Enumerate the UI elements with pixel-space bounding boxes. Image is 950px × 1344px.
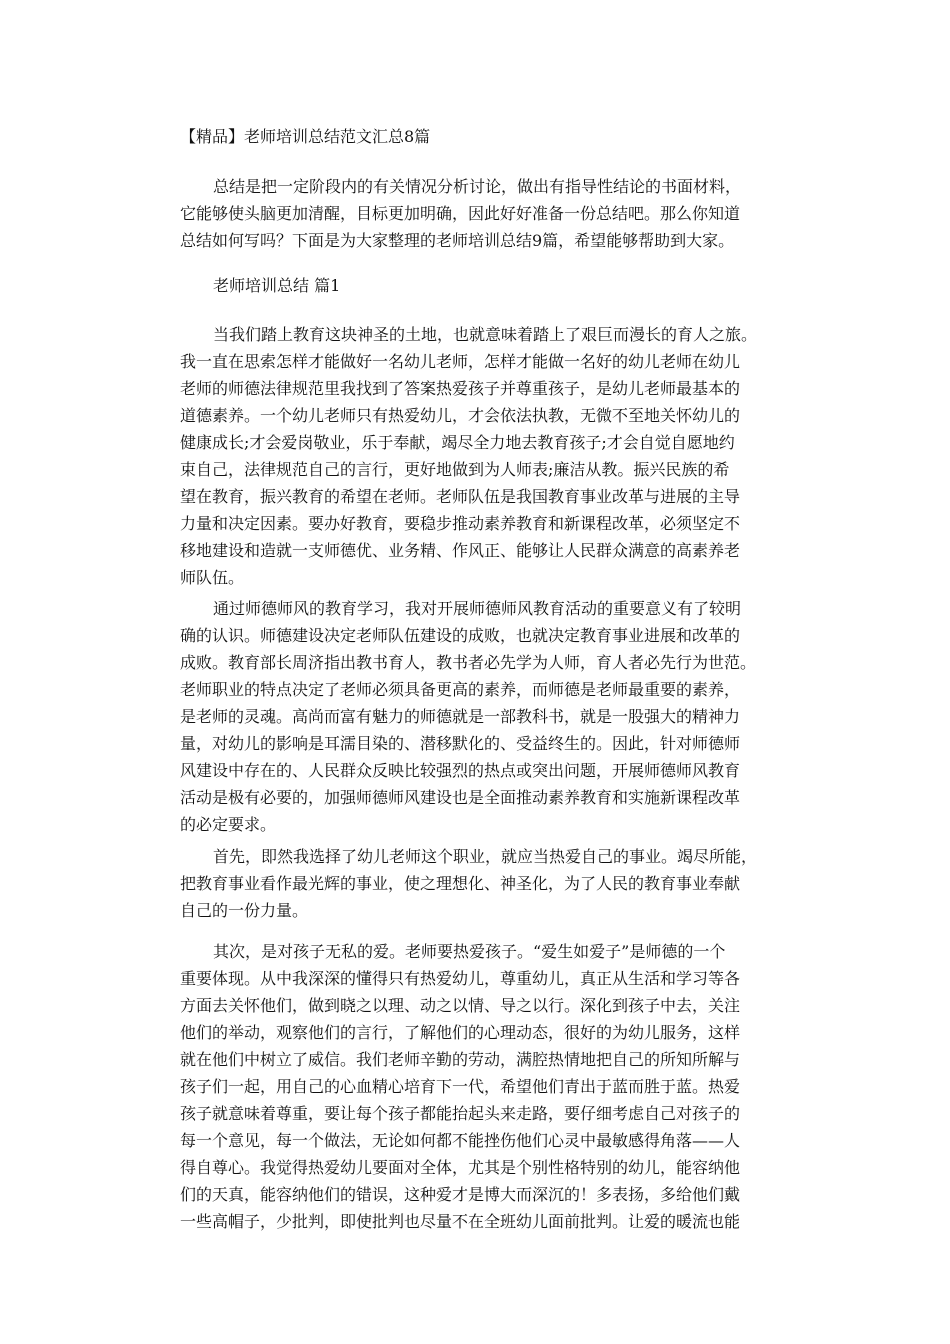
paragraph-line: 我一直在思索怎样才能做好一名幼儿老师，怎样才能做一名好的幼儿老师在幼儿	[180, 352, 741, 371]
paragraph-line: 首先，即然我选择了幼儿老师这个职业，就应当热爱自己的事业。竭尽所能，	[213, 847, 758, 866]
paragraph-line: 健康成长;才会爱岗敬业，乐于奉献，竭尽全力地去教育孩子;才会自觉自愿地约	[180, 433, 735, 452]
paragraph-line: 确的认识。师德建设决定老师队伍建设的成败，也就决定教育事业进展和改革的	[180, 626, 741, 645]
paragraph-line: 得自尊心。我觉得热爱幼儿要面对全体，尤其是个别性格特别的幼儿，能容纳他	[180, 1158, 741, 1177]
body-paragraph-2	[180, 595, 780, 838]
paragraph-line: 的必定要求。	[180, 815, 277, 834]
section-heading: 老师培训总结 篇1	[213, 276, 341, 295]
paragraph-line: 其次，是对孩子无私的爱。老师要热爱孩子。“爱生如爱子”是师德的一个	[213, 942, 726, 961]
paragraph-line: 老师的师德法律规范里我找到了答案热爱孩子并尊重孩子，是幼儿老师最基本的	[180, 379, 741, 398]
paragraph-line: 是老师的灵魂。高尚而富有魅力的师德就是一部教科书，就是一股强大的精神力	[180, 707, 741, 726]
intro-line: 总结如何写吗？下面是为大家整理的老师培训总结9篇，希望能够帮助到大家。	[180, 231, 735, 250]
paragraph-line: 们的天真，能容纳他们的错误，这种爱才是博大而深沉的！多表扬，多给他们戴	[180, 1185, 741, 1204]
intro-paragraph	[180, 173, 780, 254]
body-paragraph-1	[180, 321, 780, 591]
paragraph-line: 他们的举动，观察他们的言行，了解他们的心理动态，很好的为幼儿服务，这样	[180, 1023, 741, 1042]
document-title: 【精品】老师培训总结范文汇总8篇	[180, 127, 431, 146]
intro-line: 总结是把一定阶段内的有关情况分析讨论，做出有指导性结论的书面材料，	[213, 177, 742, 196]
paragraph-line: 老师职业的特点决定了老师必须具备更高的素养，而师德是老师最重要的素养，	[180, 680, 741, 699]
paragraph-line: 束自己，法律规范自己的言行，更好地做到为人师表;廉洁从教。振兴民族的希	[180, 460, 730, 479]
paragraph-line: 力量和决定因素。要办好教育，要稳步推动素养教育和新课程改革，必须坚定不	[180, 514, 741, 533]
paragraph-line: 孩子就意味着尊重，要让每个孩子都能抬起头来走路，要仔细考虑自己对孩子的	[180, 1104, 741, 1123]
paragraph-line: 重要体现。从中我深深的懂得只有热爱幼儿，尊重幼儿，真正从生活和学习等各	[180, 969, 741, 988]
paragraph-line: 望在教育，振兴教育的希望在老师。老师队伍是我国教育事业改革与进展的主导	[180, 487, 741, 506]
paragraph-line: 把教育事业看作最光辉的事业，使之理想化、神圣化，为了人民的教育事业奉献	[180, 874, 741, 893]
paragraph-line: 孩子们一起，用自己的心血精心培育下一代，希望他们青出于蓝而胜于蓝。热爱	[180, 1077, 741, 1096]
paragraph-line: 活动是极有必要的，加强师德师风建设也是全面推动素养教育和实施新课程改革	[180, 788, 741, 807]
paragraph-line: 就在他们中树立了威信。我们老师辛勤的劳动，满腔热情地把自己的所知所解与	[180, 1050, 741, 1069]
paragraph-line: 量，对幼儿的影响是耳濡目染的、潜移默化的、受益终生的。因此，针对师德师	[180, 734, 741, 753]
paragraph-line: 移地建设和造就一支师德优、业务精、作风正、能够让人民群众满意的高素养老	[180, 541, 741, 560]
paragraph-line: 一些高帽子，少批判，即使批判也尽量不在全班幼儿面前批判。让爱的暖流也能	[180, 1212, 741, 1231]
paragraph-line: 方面去关怀他们，做到晓之以理、动之以情、导之以行。深化到孩子中去，关注	[180, 996, 741, 1015]
paragraph-line: 自己的一份力量。	[180, 901, 309, 920]
paragraph-line: 成败。教育部长周济指出教书育人，教书者必先学为人师，育人者必先行为世范。	[180, 653, 757, 672]
paragraph-line: 当我们踏上教育这块神圣的土地，也就意味着踏上了艰巨而漫长的育人之旅。	[213, 325, 758, 344]
paragraph-line: 道德素养。一个幼儿老师只有热爱幼儿，才会依法执教，无微不至地关怀幼儿的	[180, 406, 741, 425]
paragraph-line: 每一个意见，每一个做法，无论如何都不能挫伤他们心灵中最敏感得角落——人	[180, 1131, 741, 1150]
body-paragraph-3	[180, 843, 780, 924]
intro-line: 它能够使头脑更加清醒，目标更加明确，因此好好准备一份总结吧。那么你知道	[180, 204, 741, 223]
body-paragraph-4	[180, 938, 780, 1235]
paragraph-line: 师队伍。	[180, 568, 245, 587]
paragraph-line: 通过师德师风的教育学习，我对开展师德师风教育活动的重要意义有了较明	[213, 599, 742, 618]
paragraph-line: 风建设中存在的、人民群众反映比较强烈的热点或突出问题，开展师德师风教育	[180, 761, 741, 780]
